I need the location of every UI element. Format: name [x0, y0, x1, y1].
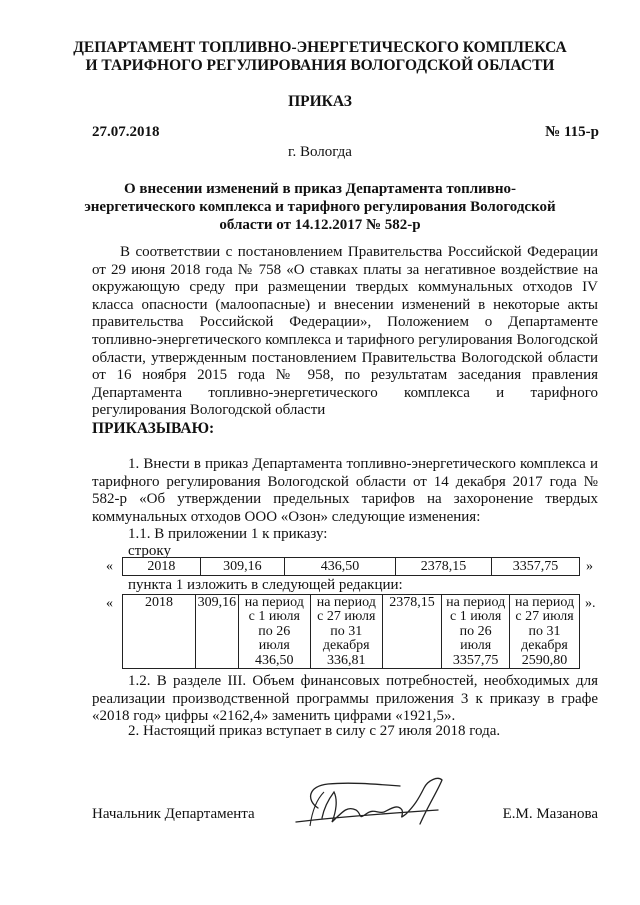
city: г. Вологда — [288, 144, 352, 160]
old-cell-2: 309,16 — [200, 558, 284, 576]
new-cell-4 — [310, 595, 382, 669]
subject-line1: О внесении изменений в приказ Департамента топливно- — [123, 181, 517, 197]
cell-line: по 31 — [528, 623, 561, 639]
preamble-paragraph: В соответствии с постановлением Правительства Российской Федерации от 29 июня 2018 года № 758 «О ставках платы за негативное воздействие на окружающую среду при размещении твердых коммунальных отходов IV класса опасности (малоопасные) и внесении изменений в некоторые акты правительства Российской Федерации», Положением о Департаменте топливно-энергетического комплекса и тарифного регулирования Вологодской области, утвержденным постановлением Правительства Вологодской области от 16 ноября 2015 года № 958, по результатам заседания правления Департамента топливно-энергетического комплекса и тарифного регулирования Вологодской области — [92, 244, 598, 419]
new-row-table — [122, 594, 580, 669]
cell-line: июля — [258, 638, 290, 654]
cell-value: 336,81 — [327, 652, 366, 668]
cell-value: 2590,80 — [521, 652, 568, 668]
cell-line: по 31 — [330, 623, 363, 639]
row-word: строку — [128, 543, 171, 559]
item-2-paragraph: 2. Настоящий приказ вступает в силу с 27 июля 2018 года. — [128, 723, 501, 739]
order-subject — [0, 180, 640, 234]
quote-open-new: « — [106, 596, 113, 611]
signature-position: Начальник Департамента — [92, 806, 255, 822]
item-1-1-text: 1.1. В приложении 1 к приказу: — [128, 526, 328, 542]
cell-line: с 27 июля — [515, 609, 574, 625]
cell-line: на период — [316, 595, 376, 610]
cell-line: с 1 июля — [248, 609, 300, 625]
signatory-name: Е.М. Мазанова — [502, 806, 598, 822]
new-cell-2: 309,16 — [196, 595, 239, 669]
point-text: пункта 1 изложить в следующей редакции: — [128, 577, 403, 593]
order-word: ПРИКАЗЫВАЮ: — [92, 420, 215, 437]
item-1-paragraph: 1. Внести в приказ Департамента топливно-энергетического комплекса и тарифного регулирования Вологодской области от 14 декабря 2017 года № 582-р «Об утверждении предельных тарифов на захоронение твердых коммунальных отходов ООО «Озон» следующие изменения: — [92, 456, 598, 525]
cell-line: на период — [514, 595, 575, 610]
old-cell-5: 3357,75 — [491, 558, 579, 576]
cell-line: декабря — [322, 638, 370, 654]
cell-value: 3357,75 — [452, 652, 499, 668]
new-cell-5: 2378,15 — [382, 595, 441, 669]
old-row-table — [122, 557, 580, 576]
document-type: ПРИКАЗ — [288, 93, 352, 110]
new-cell-6 — [442, 595, 510, 669]
subject-line2: энергетического комплекса и тарифного регулирования Вологодской — [84, 199, 556, 215]
new-cell-3 — [238, 595, 310, 669]
cell-line: по 26 — [459, 623, 492, 639]
table-row — [123, 558, 580, 576]
cell-line: декабря — [521, 638, 568, 654]
handwritten-signature — [288, 770, 478, 840]
quote-open-old: « — [106, 559, 113, 574]
table-row — [123, 595, 580, 669]
cell-line: по 26 — [258, 623, 291, 639]
cell-line: с 1 июля — [450, 609, 502, 625]
cell-value: 436,50 — [255, 652, 294, 668]
subject-line3: области от 14.12.2017 № 582-р — [219, 217, 421, 233]
old-cell-year: 2018 — [123, 558, 201, 576]
old-cell-3: 436,50 — [284, 558, 395, 576]
cell-line: июля — [460, 638, 492, 654]
order-date: 27.07.2018 — [92, 124, 160, 140]
item-1-2-paragraph: 1.2. В разделе III. Объем финансовых потребностей, необходимых для реализации производственной программы приложения 3 к приказу в графе «2018 год» цифры «2162,4» заменить цифрами «1921,5». — [92, 673, 598, 725]
department-title-line1: ДЕПАРТАМЕНТ ТОПЛИВНО-ЭНЕРГЕТИЧЕСКОГО КОМПЛЕКСА — [73, 39, 567, 56]
order-number: № 115-р — [545, 124, 599, 140]
quote-close-new: ». — [585, 596, 596, 611]
new-cell-7 — [510, 595, 580, 669]
quote-close-old: » — [586, 559, 593, 574]
new-cell-year: 2018 — [123, 595, 196, 669]
cell-line: на период — [446, 595, 506, 610]
department-title-line2: И ТАРИФНОГО РЕГУЛИРОВАНИЯ ВОЛОГОДСКОЙ ОБЛАСТИ — [85, 57, 555, 74]
cell-line: на период — [244, 595, 304, 610]
old-cell-4: 2378,15 — [396, 558, 492, 576]
cell-line: с 27 июля — [317, 609, 376, 625]
